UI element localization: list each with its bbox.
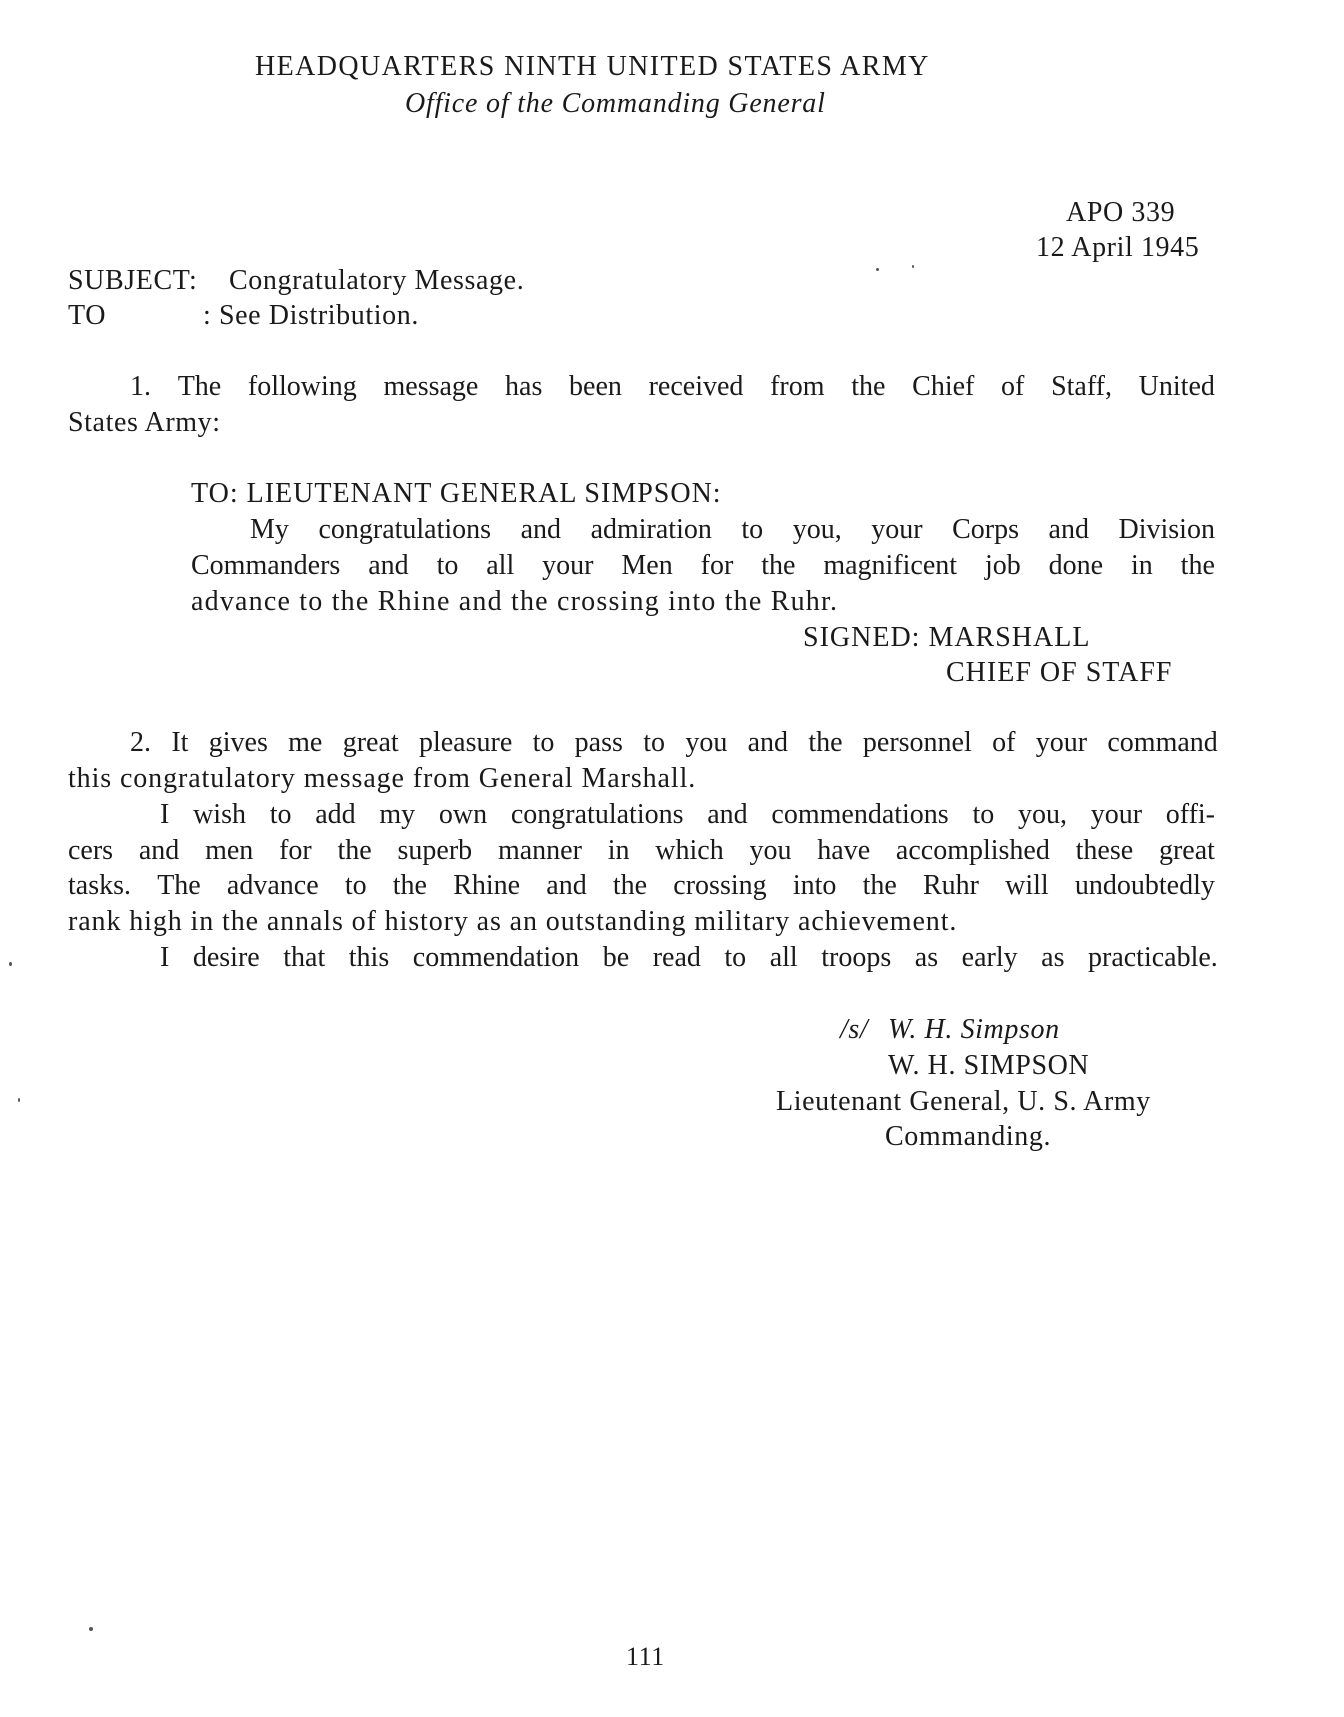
word: Staff,: [1051, 371, 1112, 402]
word: you: [749, 835, 792, 866]
word: commendations: [771, 799, 949, 830]
word: United: [1138, 371, 1215, 402]
word: wish: [193, 799, 246, 830]
to-text: : See Distribution.: [203, 300, 419, 331]
word: the: [862, 870, 897, 901]
word: all: [486, 550, 515, 581]
word: commendation: [412, 942, 580, 973]
word: the: [392, 870, 427, 901]
word: job: [984, 550, 1021, 581]
word: will: [1005, 870, 1049, 901]
word: of: [1001, 371, 1025, 402]
word: offi-: [1165, 799, 1215, 830]
word: your: [1090, 799, 1143, 830]
word: to: [532, 727, 555, 758]
word: which: [655, 835, 724, 866]
word: The: [177, 371, 222, 402]
para2-line4: [68, 834, 1215, 868]
word: the: [851, 371, 886, 402]
para2-line2: this congratulatory message from General Marshall.: [68, 763, 697, 794]
word: for: [700, 550, 734, 581]
word: Commanders: [191, 550, 341, 581]
word: and: [368, 550, 409, 581]
word: congratulations: [318, 514, 492, 545]
word: your: [542, 550, 594, 581]
signer-role: Commanding.: [885, 1121, 1052, 1152]
word: great: [342, 727, 399, 758]
word: of: [992, 727, 1016, 758]
word: The: [157, 870, 201, 901]
to-label: TO: [68, 300, 107, 331]
word: for: [279, 835, 312, 866]
word: Ruhr: [922, 870, 979, 901]
scan-speck: [89, 1627, 93, 1631]
word: be: [602, 942, 630, 973]
para2-line1: [130, 726, 1218, 760]
word: that: [283, 942, 326, 973]
word: has: [505, 371, 543, 402]
word: all: [769, 942, 798, 973]
word: My: [250, 514, 289, 545]
para2-line5: [68, 869, 1215, 903]
scan-speck: [876, 268, 879, 271]
word: pleasure: [418, 727, 513, 758]
word: early: [961, 942, 1018, 973]
letterhead-subtitle: Office of the Commanding General: [405, 88, 826, 119]
word: in: [1130, 550, 1153, 581]
word: 1.: [130, 371, 151, 402]
word: Division: [1118, 514, 1215, 545]
quoted-to: TO: LIEUTENANT GENERAL SIMPSON:: [191, 478, 722, 509]
word: 2.: [130, 727, 151, 758]
word: your: [871, 514, 923, 545]
word: and: [138, 835, 180, 866]
word: to: [344, 870, 367, 901]
para2-line6: rank high in the annals of history as an outstanding military achievement.: [68, 906, 958, 937]
quoted-signed: SIGNED: MARSHALL: [803, 622, 1091, 653]
word: gives: [208, 727, 268, 758]
word: manner: [497, 835, 582, 866]
word: Rhine: [453, 870, 521, 901]
word: the: [612, 870, 648, 901]
word: advance: [226, 870, 319, 901]
word: great: [1158, 835, 1215, 866]
word: Corps: [952, 514, 1019, 545]
word: admiration: [590, 514, 712, 545]
word: superb: [397, 835, 473, 866]
quoted-line2: [191, 549, 1215, 583]
word: you,: [792, 514, 842, 545]
word: and: [707, 799, 748, 830]
signer-name: W. H. SIMPSON: [888, 1050, 1090, 1081]
word: this: [348, 942, 390, 973]
scan-speck: [18, 1098, 20, 1102]
word: magnificent: [823, 550, 958, 581]
word: received: [648, 371, 744, 402]
word: you,: [1017, 799, 1067, 830]
signature-name: W. H. Simpson: [888, 1014, 1060, 1045]
word: the: [1180, 550, 1215, 581]
word: pass: [574, 727, 623, 758]
word: as: [1041, 942, 1065, 973]
word: the: [337, 835, 372, 866]
letter-date: 12 April 1945: [1036, 232, 1200, 263]
word: add: [315, 799, 356, 830]
word: me: [288, 727, 323, 758]
page-number: 111: [626, 1642, 665, 1671]
word: into: [792, 870, 837, 901]
word: you: [685, 727, 728, 758]
word: the: [808, 727, 843, 758]
word: I: [160, 799, 170, 830]
word: Chief: [912, 371, 975, 402]
word: desire: [192, 942, 260, 973]
word: and: [520, 514, 562, 545]
word: to: [724, 942, 747, 973]
word: personnel: [862, 727, 972, 758]
word: It: [171, 727, 189, 758]
word: undoubtedly: [1074, 870, 1215, 901]
word: the: [761, 550, 796, 581]
word: command: [1107, 727, 1218, 758]
para2-line3: [160, 798, 1215, 832]
word: in: [607, 835, 630, 866]
para1-line1: [130, 370, 1215, 404]
word: to: [436, 550, 459, 581]
apo-number: APO 339: [1066, 197, 1176, 228]
word: these: [1075, 835, 1134, 866]
word: Men: [621, 550, 673, 581]
word: done: [1048, 550, 1104, 581]
word: tasks.: [68, 870, 131, 901]
quoted-line3: advance to the Rhine and the crossing into the Ruhr.: [191, 586, 839, 617]
scan-speck: [9, 962, 12, 966]
signer-rank: Lieutenant General, U. S. Army: [776, 1086, 1151, 1117]
signature-mark: /s/: [840, 1014, 869, 1045]
word: read: [652, 942, 701, 973]
quoted-title: CHIEF OF STAFF: [946, 657, 1173, 688]
word: to: [741, 514, 764, 545]
subject-label: SUBJECT:: [68, 265, 198, 296]
word: and: [1048, 514, 1089, 545]
word: men: [205, 835, 254, 866]
subject-text: Congratulatory Message.: [229, 265, 525, 296]
word: been: [569, 371, 622, 402]
word: have: [817, 835, 871, 866]
word: crossing: [673, 870, 767, 901]
word: own: [438, 799, 488, 830]
para2-line7: [160, 941, 1218, 975]
word: your: [1035, 727, 1088, 758]
letterhead-title: HEADQUARTERS NINTH UNITED STATES ARMY: [255, 51, 930, 82]
word: accomplished: [895, 835, 1050, 866]
word: my: [379, 799, 416, 830]
word: cers: [68, 835, 114, 866]
word: I: [160, 942, 170, 973]
word: and: [546, 870, 587, 901]
scan-speck: [912, 265, 914, 268]
word: following: [247, 371, 357, 402]
para1-line2: States Army:: [68, 407, 221, 438]
word: and: [747, 727, 789, 758]
word: from: [770, 371, 825, 402]
quoted-line1: [250, 513, 1215, 547]
word: to: [643, 727, 665, 758]
word: practicable.: [1088, 942, 1218, 973]
word: message: [383, 371, 479, 402]
word: troops: [821, 942, 892, 973]
word: to: [269, 799, 292, 830]
word: to: [972, 799, 995, 830]
word: congratulations: [510, 799, 684, 830]
word: as: [914, 942, 939, 973]
